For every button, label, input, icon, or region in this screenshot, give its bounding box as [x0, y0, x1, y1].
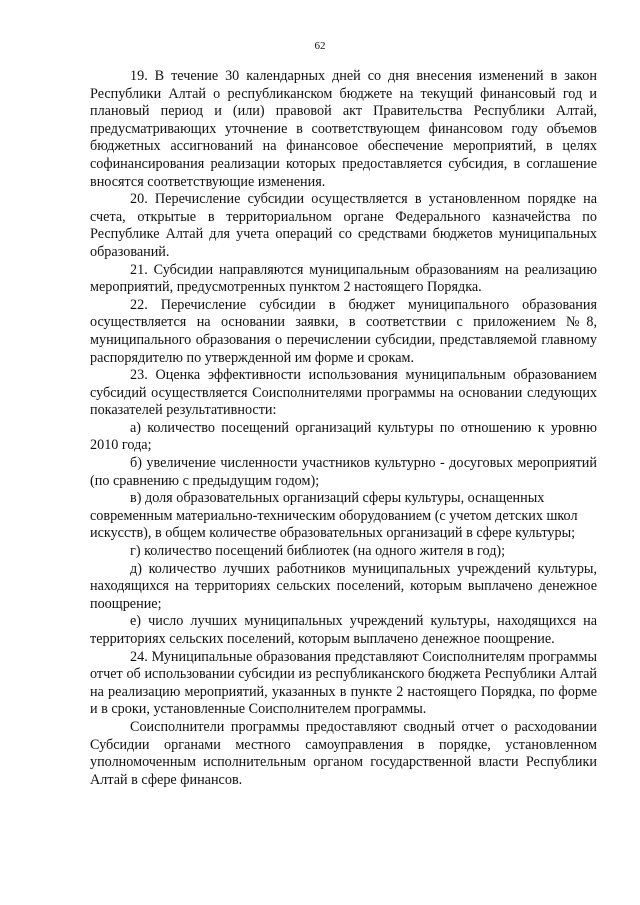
paragraph-24: 24. Муниципальные образования представляют Соисполнителям программы отчет об использовании субсидии из республиканского бюджета Республики Алтай на реализацию мероприятий, указанных в пункте 2 настоящего Порядка, по форме и в сроки, установленные Соисполнителем программы.: [90, 648, 597, 718]
indicator-g: г) количество посещений библиотек (на одного жителя в год);: [130, 543, 506, 560]
indicator-b: б) увеличение численности участников культурно - досуговых мероприятий (по сравнению с предыдущим годом);: [90, 455, 597, 489]
paragraph-22: 22. Перечисление субсидии в бюджет муниципального образования осуществляется на основании заявки, в соответствии с приложением №8, муниципального образования о перечислении субсидии, представляемой главному распорядителю по утвержденной им форме и срокам.: [90, 296, 597, 366]
paragraph-19: 19. В течение 30 календарных дней со дня внесения изменений в закон Республики Алтай о республиканском бюджете на текущий финансовый год и плановый период и (или) правовой акт Правительства Республики Алтай, предусматривающих уточнение в соответствующем финансовом году объемов бюджетных ассигнований на финансовое обеспечение мероприятий, в целях софинансирования реализации которых предоставляется субсидия, в соглашение вносятся соответствующие изменения.: [90, 68, 597, 190]
indicator-e: е) число лучших муниципальных учреждений культуры, находящихся на территориях сельских поселений, которым выплачено денежное поощрение.: [90, 613, 597, 647]
indicator-d: д) количество лучших работников муниципальных учреждений культуры, находящихся на территориях сельских поселений, которым выплачено денежное поощрение;: [90, 560, 597, 612]
paragraph-23: 23. Оценка эффективности использования муниципальным образованием субсидий осуществляется Соисполнителями программы на основании следующих показателей результативности:: [90, 367, 597, 419]
paragraph-final: Соисполнители программы предоставляют сводный отчет о расходовании Субсидии органами местного самоуправления в порядке, установленном уполномоченным исполнительным органом государственной власти Республики Алтай в сфере финансов.: [90, 718, 597, 788]
page-number: 62: [314, 40, 326, 52]
indicator-a: а) количество посещений организаций культуры по отношению к уровню 2010 года;: [90, 419, 597, 454]
paragraph-20: 20. Перечисление субсидии осуществляется в установленном порядке на счета, открытые в территориальном органе Федерального казначейства по Республике Алтай для учета операций со средствами бюджетов муниципальных образований.: [90, 191, 597, 260]
indicator-v: в) доля образовательных организаций сферы культуры, оснащенных современным материально-техническим оборудованием (с учетом детских школ искусств), в общем количестве образовательных организаций в сфере культуры;: [90, 490, 578, 542]
document-body: [90, 68, 597, 789]
paragraph-21: 21. Субсидии направляются муниципальным образованиям на реализацию мероприятий, предусмотренных пунктом 2 настоящего Порядка.: [90, 261, 597, 296]
